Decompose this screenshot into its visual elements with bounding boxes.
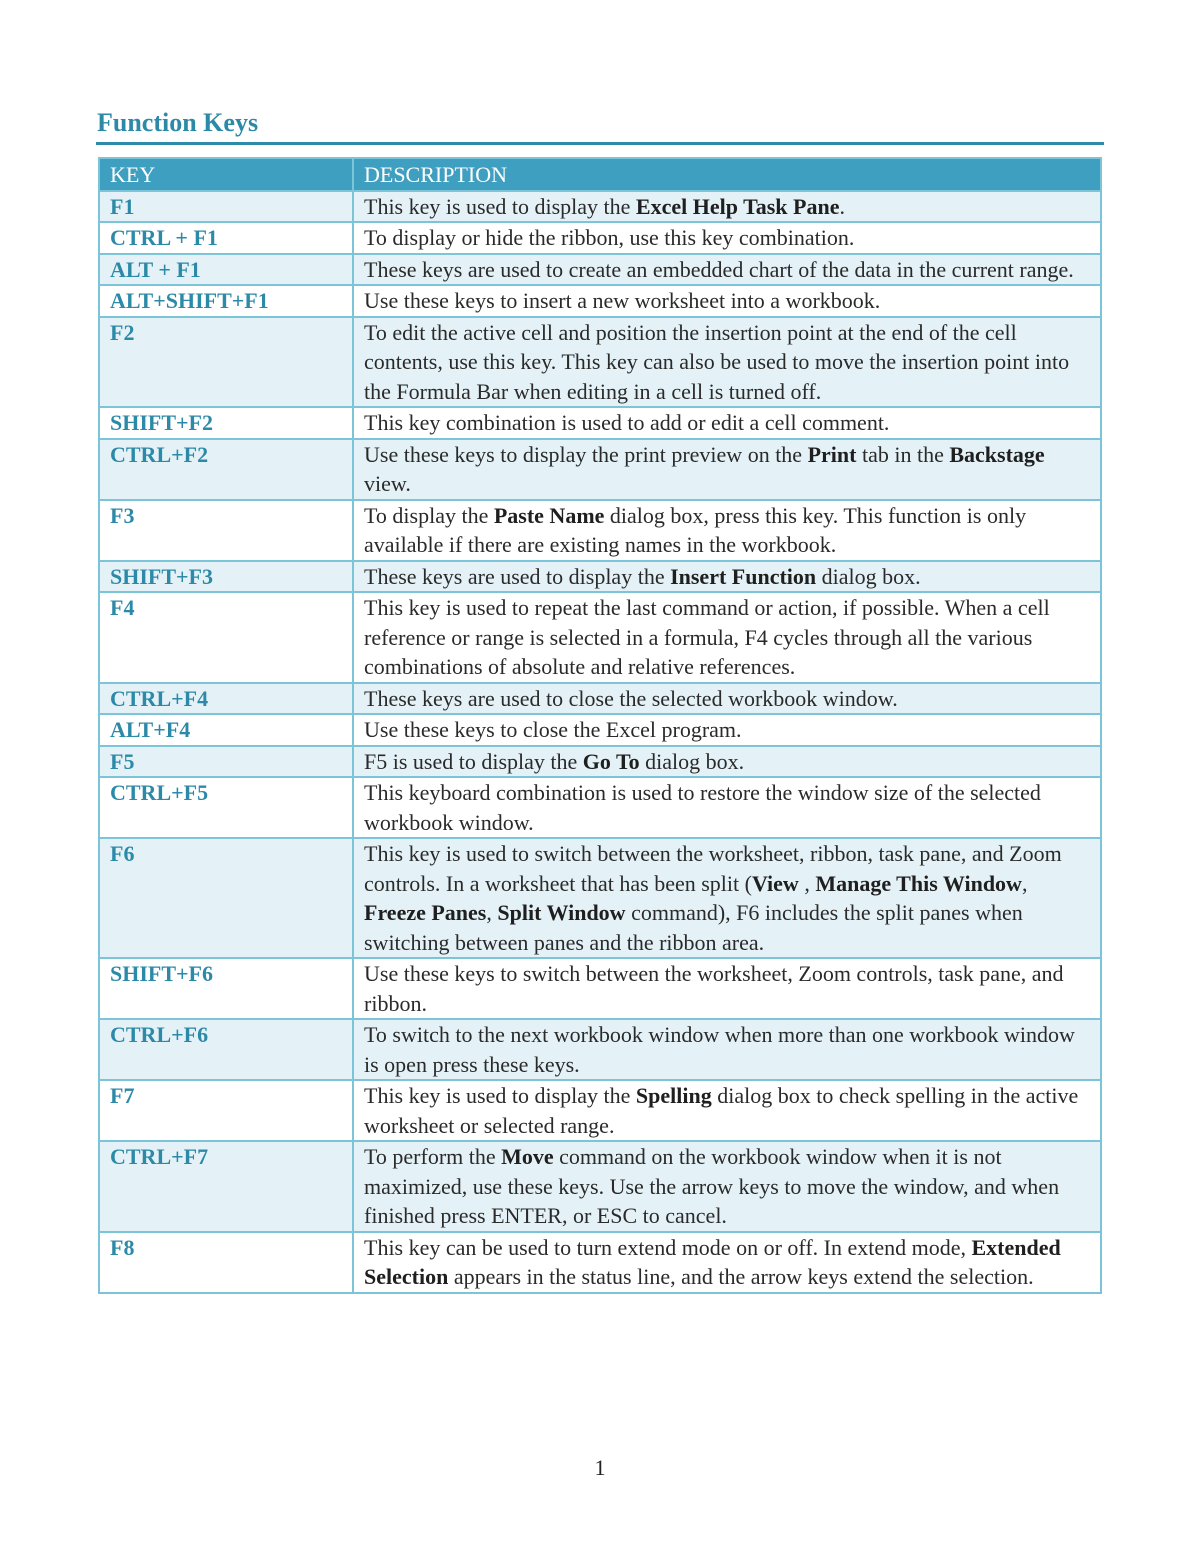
key-cell: F1 [99,191,353,223]
description-text: Use these keys to display the print preview on the [364,441,808,467]
description-emphasis: Insert Function [670,563,817,589]
description-text: This key is used to repeat the last command or action, if possible. When a cell reference or range is selected in a formula, F4 cycles through all the various combinations of absolute and relative references. [364,595,1050,679]
description-cell [353,1019,1101,1080]
key-cell: CTRL+F5 [99,777,353,838]
table-row [99,777,1101,838]
title-underline [96,142,1104,145]
description-text: To display or hide the ribbon, use this key combination. [364,225,855,250]
key-cell: F6 [99,838,353,958]
description-text: command on the workbook window when it is not maximized, use these keys. Use the arrow keys to move the window, and when finished press ENTER, or ESC to cancel. [364,1144,1060,1228]
table-row [99,714,1101,746]
key-cell: F2 [99,317,353,408]
table-row [99,1080,1101,1141]
description-text: To display the [364,502,494,528]
table-row [99,500,1101,561]
description-cell [353,683,1101,715]
header-description: DESCRIPTION [353,158,1101,191]
description-emphasis: View [751,870,799,896]
description-text: , [798,870,816,896]
key-cell: F3 [99,500,353,561]
table-row [99,958,1101,1019]
description-text: Use these keys to switch between the worksheet, Zoom controls, task pane, and ribbon. [364,961,1064,1016]
description-emphasis: Paste Name [493,502,605,528]
description-cell [353,1141,1101,1232]
description-text: view. [364,471,411,496]
description-text: This key is used to display the [364,1083,636,1108]
description-text: dialog box. [816,563,921,589]
description-text: command), F6 includes the split panes when switching between panes and the ribbon area. [364,900,1023,955]
description-emphasis: Spelling [635,1083,712,1108]
description-text: dialog box to check spelling in the active worksheet or selected range. [364,1083,1079,1138]
function-keys-table [98,157,1102,1294]
description-text: dialog box, press this key. This function is only available if there are existing names in the workbook. [364,502,1027,557]
description-cell [353,254,1101,286]
key-cell: CTRL+F7 [99,1141,353,1232]
description-emphasis: Move [501,1144,554,1169]
description-emphasis: Freeze Panes [364,900,487,925]
key-cell: SHIFT+F2 [99,407,353,439]
description-cell [353,838,1101,958]
description-text: Use these keys to insert a new worksheet into a workbook. [364,288,881,313]
description-cell [353,746,1101,778]
description-text: To edit the active cell and position the insertion point at the end of the cell contents, use this key. This key can also be used to move the insertion point into the Formula Bar when editing in a cell is turned off. [364,319,1070,404]
key-cell: F5 [99,746,353,778]
description-text: These keys are used to close the selected workbook window. [364,685,898,711]
key-cell: CTRL+F6 [99,1019,353,1080]
table-row [99,191,1101,223]
table-row [99,1232,1101,1293]
description-text: These keys are used to create an embedded chart of the data in the current range. [364,256,1074,282]
description-text: , [486,900,498,925]
page-number: 1 [594,1455,606,1480]
description-emphasis: Backstage [949,441,1045,467]
description-text: To perform the [364,1144,502,1169]
description-text: This key is used to switch between the worksheet, ribbon, task pane, and Zoom controls. In a worksheet that has been split ( [364,841,1062,896]
key-cell: F4 [99,592,353,683]
table-row [99,592,1101,683]
description-text: Use these keys to close the Excel program. [364,717,742,742]
key-cell: CTRL+F2 [99,439,353,500]
table-row [99,1019,1101,1080]
description-cell [353,958,1101,1019]
description-text: This key is used to display the [364,193,636,219]
description-text: This key can be used to turn extend mode on or off. In extend mode, [364,1234,972,1260]
description-text: This key combination is used to add or edit a cell comment. [364,410,890,435]
description-cell [353,285,1101,317]
key-cell: CTRL + F1 [99,222,353,254]
table-header-row [99,158,1101,191]
key-cell: SHIFT+F3 [99,561,353,593]
description-emphasis: Excel Help Task Pane [635,193,840,219]
key-cell: F7 [99,1080,353,1141]
description-emphasis: Print [807,441,857,467]
header-key: KEY [99,158,353,191]
key-cell: ALT+SHIFT+F1 [99,285,353,317]
description-cell [353,317,1101,408]
description-text: To switch to the next workbook window when more than one workbook window is open press these keys. [364,1022,1075,1077]
table-body [99,191,1101,1293]
description-cell [353,222,1101,254]
description-text: This keyboard combination is used to restore the window size of the selected workbook window. [364,780,1041,835]
description-cell [353,439,1101,500]
description-text: appears in the status line, and the arrow keys extend the selection. [448,1264,1034,1289]
page-title: Function Keys [97,108,259,137]
table-row [99,317,1101,408]
description-text: tab in the [856,441,950,467]
description-cell [353,1232,1101,1293]
table-row [99,285,1101,317]
table-row [99,746,1101,778]
description-cell [353,500,1101,561]
key-cell: SHIFT+F6 [99,958,353,1019]
key-cell: CTRL+F4 [99,683,353,715]
table-row [99,838,1101,958]
description-cell [353,561,1101,593]
description-emphasis: Go To [582,748,640,774]
table-row [99,561,1101,593]
description-text: These keys are used to display the [364,563,671,589]
key-cell: ALT + F1 [99,254,353,286]
description-emphasis: Manage This Window [815,870,1022,896]
description-emphasis: Split Window [497,900,626,925]
table-row [99,407,1101,439]
description-text: , [1021,870,1028,896]
table-row [99,439,1101,500]
description-cell [353,1080,1101,1141]
table-row [99,222,1101,254]
key-cell: F8 [99,1232,353,1293]
description-text: F5 is used to display the [364,748,583,774]
description-cell [353,592,1101,683]
table-row [99,683,1101,715]
description-cell [353,777,1101,838]
description-cell [353,407,1101,439]
table-row [99,1141,1101,1232]
description-text: dialog box. [639,748,745,774]
description-cell [353,714,1101,746]
description-cell [353,191,1101,223]
description-text: . [839,193,845,219]
key-cell: ALT+F4 [99,714,353,746]
table-row [99,254,1101,286]
description-emphasis: Extended Selection [364,1234,1061,1289]
